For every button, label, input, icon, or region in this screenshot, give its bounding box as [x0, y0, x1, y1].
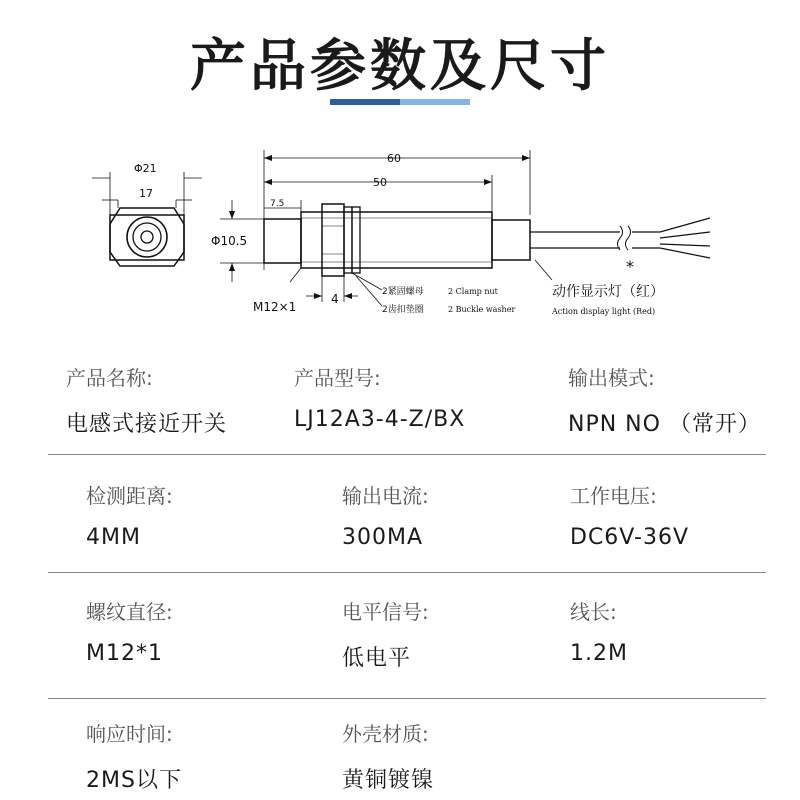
spec-label: 螺纹直径:: [86, 600, 173, 624]
spec-label: 产品型号:: [294, 366, 381, 390]
dim-front-length: 7.5: [270, 199, 285, 209]
note-led-cn: 动作显示灯（红）: [552, 284, 664, 300]
spec-label: 检测距离:: [86, 484, 173, 508]
spec-product-model: [294, 362, 465, 432]
spec-output-current: [342, 480, 429, 550]
spec-level-signal: [342, 596, 429, 672]
spec-value: NPN NO （常开）: [568, 412, 761, 437]
page-title: 产品参数及尺寸: [190, 34, 610, 99]
note-led-en: Action display light (Red): [552, 307, 656, 316]
spec-value: 低电平: [342, 646, 412, 671]
side-view: [220, 150, 710, 306]
spec-label: 电平信号:: [342, 600, 429, 624]
spec-value: DC6V-36V: [570, 525, 690, 550]
spec-row-3: [48, 596, 766, 714]
spec-label: 外壳材质:: [342, 722, 429, 746]
spec-label: 输出电流:: [342, 484, 429, 508]
spec-value: 300MA: [342, 525, 424, 550]
spec-row-2: [48, 480, 766, 598]
spec-housing-material: [342, 718, 434, 794]
dim-outer-diameter: Φ21: [134, 162, 157, 175]
spec-value: 黄铜镀镍: [342, 768, 435, 793]
spec-output-mode: [568, 362, 761, 438]
spec-product-name: [66, 362, 227, 438]
dim-inner-diameter: 17: [139, 187, 153, 200]
note-washer-en: 2 Buckle washer: [448, 305, 516, 314]
dim-total-length: 60: [387, 152, 401, 165]
dim-nut-width: 4: [331, 292, 339, 306]
dim-body-diameter: Φ10.5: [211, 234, 248, 248]
title-accent-bar-light: [400, 99, 470, 105]
spec-label: 工作电压:: [570, 484, 657, 508]
spec-row-4: [48, 718, 766, 798]
dim-body-length: 50: [373, 176, 387, 189]
spec-label: 产品名称:: [66, 366, 153, 390]
spec-detect-distance: [86, 480, 173, 550]
spec-row-1: [48, 362, 766, 480]
spec-value: 电感式接近开关: [66, 412, 228, 437]
divider: [48, 454, 766, 455]
spec-working-voltage: [570, 480, 689, 550]
spec-value: 4MM: [86, 525, 141, 550]
spec-label: 输出模式:: [568, 366, 655, 390]
divider: [48, 572, 766, 573]
dim-thread: M12×1: [253, 300, 297, 314]
note-led-mark: *: [626, 257, 634, 276]
spec-thread-diameter: [86, 596, 173, 666]
spec-value: 1.2M: [570, 641, 628, 666]
note-clamp-nut-cn: 2紧固螺母: [382, 287, 424, 297]
spec-value: 2MS以下: [86, 768, 182, 793]
divider: [48, 698, 766, 699]
title-accent-bar-dark: [330, 99, 400, 105]
spec-cable-length: [570, 596, 628, 666]
spec-label: 线长:: [570, 600, 617, 624]
note-washer-cn: 2齿扣垫圈: [382, 305, 424, 315]
spec-value: M12*1: [86, 641, 163, 666]
spec-response-time: [86, 718, 182, 794]
spec-value: LJ12A3-4-Z/BX: [294, 407, 466, 432]
dimension-drawing: [0, 120, 800, 330]
spec-label: 响应时间:: [86, 722, 173, 746]
note-clamp-nut-en: 2 Clamp nut: [448, 287, 498, 296]
